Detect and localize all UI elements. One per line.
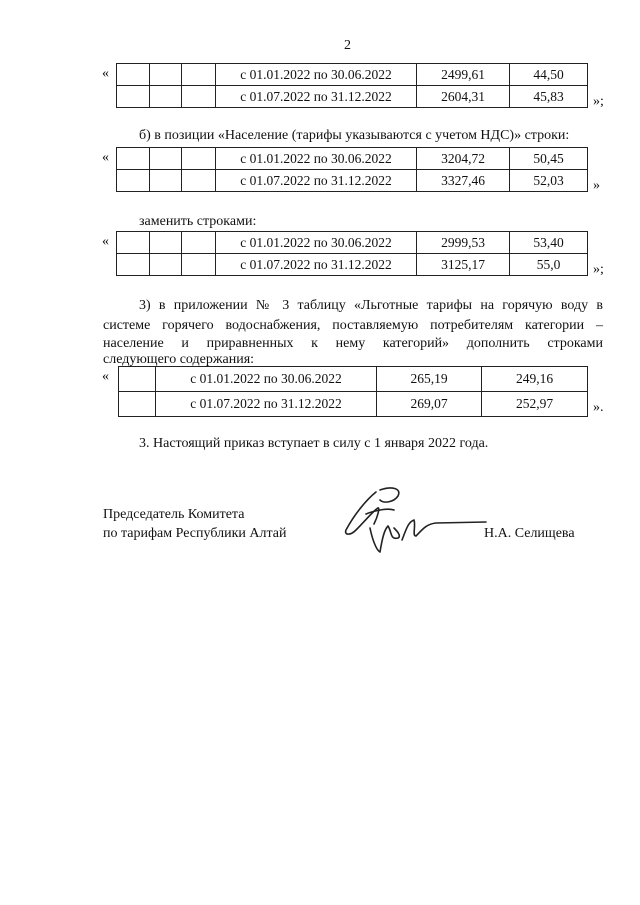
- value-cell: 45,83: [510, 86, 588, 108]
- open-quote: «: [102, 369, 109, 384]
- period-cell: с 01.01.2022 по 30.06.2022: [216, 64, 417, 86]
- value-cell: 3327,46: [417, 170, 510, 192]
- page-number: 2: [344, 38, 351, 53]
- signer-title: по тарифам Республики Алтай: [103, 526, 287, 541]
- period-cell: с 01.07.2022 по 31.12.2022: [156, 392, 377, 417]
- close-quote: ».: [593, 400, 604, 415]
- signer-title: Председатель Комитета: [103, 507, 245, 522]
- table-row: [117, 148, 588, 170]
- signer-name: Н.А. Селищева: [484, 526, 575, 541]
- paragraph-3-line: следующего содержания:: [103, 352, 255, 367]
- value-cell: 2999,53: [417, 232, 510, 254]
- paragraph-3-line: системе горячего водоснабжения, поставляемую потребителям категории –: [103, 318, 603, 333]
- tariff-table-4: [118, 366, 588, 417]
- value-cell: 265,19: [377, 367, 482, 392]
- value-cell: 2604,31: [417, 86, 510, 108]
- open-quote: «: [102, 234, 109, 249]
- tariff-table-3: [116, 231, 588, 276]
- table-row: [117, 232, 588, 254]
- value-cell: 269,07: [377, 392, 482, 417]
- value-cell: 44,50: [510, 64, 588, 86]
- value-cell: 252,97: [482, 392, 588, 417]
- table-row: [117, 86, 588, 108]
- period-cell: с 01.07.2022 по 31.12.2022: [216, 254, 417, 276]
- table-row: [117, 254, 588, 276]
- open-quote: «: [102, 66, 109, 81]
- close-quote: »;: [593, 262, 604, 277]
- period-cell: с 01.01.2022 по 30.06.2022: [216, 148, 417, 170]
- value-cell: 53,40: [510, 232, 588, 254]
- value-cell: 3204,72: [417, 148, 510, 170]
- open-quote: «: [102, 150, 109, 165]
- paragraph-3-line: население и приравненных к нему категорий» дополнить строками: [103, 336, 603, 351]
- period-cell: с 01.01.2022 по 30.06.2022: [156, 367, 377, 392]
- value-cell: 50,45: [510, 148, 588, 170]
- paragraph-b: б) в позиции «Население (тарифы указываются с учетом НДС)» строки:: [139, 128, 570, 143]
- period-cell: с 01.07.2022 по 31.12.2022: [216, 170, 417, 192]
- value-cell: 55,0: [510, 254, 588, 276]
- handwritten-signature: [336, 480, 496, 560]
- tariff-table-2: [116, 147, 588, 192]
- final-paragraph: 3. Настоящий приказ вступает в силу с 1 января 2022 года.: [139, 436, 489, 451]
- value-cell: 3125,17: [417, 254, 510, 276]
- table-row: [119, 392, 588, 417]
- period-cell: с 01.01.2022 по 30.06.2022: [216, 232, 417, 254]
- tariff-table-1: [116, 63, 588, 108]
- table-row: [117, 170, 588, 192]
- value-cell: 52,03: [510, 170, 588, 192]
- value-cell: 249,16: [482, 367, 588, 392]
- paragraph-3-line: 3) в приложении № 3 таблицу «Льготные тарифы на горячую воду в: [139, 298, 603, 313]
- table-row: [117, 64, 588, 86]
- replace-text: заменить строками:: [139, 214, 257, 229]
- close-quote: »;: [593, 94, 604, 109]
- table-row: [119, 367, 588, 392]
- value-cell: 2499,61: [417, 64, 510, 86]
- period-cell: с 01.07.2022 по 31.12.2022: [216, 86, 417, 108]
- close-quote: »: [593, 178, 600, 193]
